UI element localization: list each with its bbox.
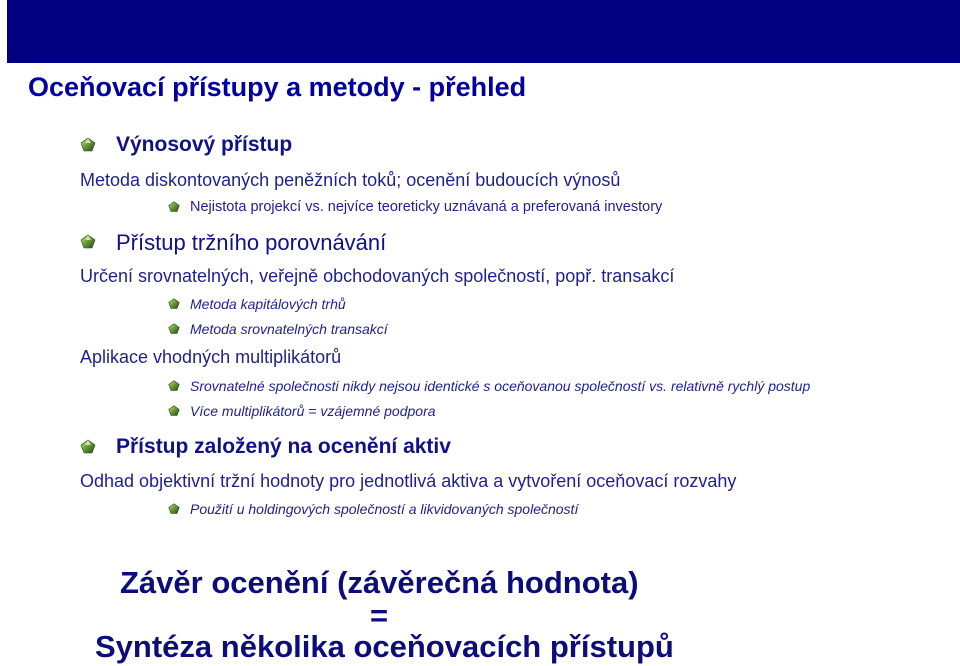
sub-point: Metoda kapitálových trhů — [190, 296, 346, 312]
section-line: Aplikace vhodných multiplikátorů — [80, 347, 342, 367]
header-bar — [7, 0, 960, 63]
page-title: Oceňovací přístupy a metody - přehled — [28, 72, 527, 102]
sub-point: Více multiplikátorů = vzájemné podpora — [190, 403, 436, 419]
small-gem-bullet-icon — [168, 503, 180, 515]
conclusion-line-2: Syntéza několika oceňovacích přístupů — [95, 629, 674, 664]
small-gem-bullet-icon — [168, 405, 180, 417]
green-gem-bullet-icon — [80, 234, 96, 250]
sub-point: Nejistota projekcí vs. nejvíce teoreticky uznávaná a preferovaná investory — [190, 199, 663, 215]
sub-point: Metoda srovnatelných transakcí — [190, 321, 388, 337]
small-gem-bullet-icon — [168, 201, 180, 213]
section-heading-income: Výnosový přístup — [116, 133, 293, 156]
small-gem-bullet-icon — [168, 380, 180, 392]
conclusion-equals: = — [370, 598, 389, 633]
conclusion-line-1: Závěr ocenění (závěrečná hodnota) — [120, 565, 639, 600]
small-gem-bullet-icon — [168, 298, 180, 310]
sub-point: Použití u holdingových společností a likvidovaných společností — [190, 501, 579, 517]
sub-point: Srovnatelné společnosti nikdy nejsou identické s oceňovanou společností vs. relativně rychlý postup — [190, 378, 811, 394]
small-gem-bullet-icon — [168, 323, 180, 335]
green-gem-bullet-icon — [80, 439, 96, 455]
section-line: Metoda diskontovaných peněžních toků; ocenění budoucích výnosů — [80, 170, 621, 190]
section-heading-market: Přístup tržního porovnávání — [116, 230, 387, 255]
green-gem-bullet-icon — [80, 137, 96, 153]
section-line: Odhad objektivní tržní hodnoty pro jednotlivá aktiva a vytvoření oceňovací rozvahy — [80, 471, 737, 491]
section-heading-assets: Přístup založený na ocenění aktiv — [116, 435, 451, 458]
section-line: Určení srovnatelných, veřejně obchodovaných společností, popř. transakcí — [80, 266, 675, 286]
